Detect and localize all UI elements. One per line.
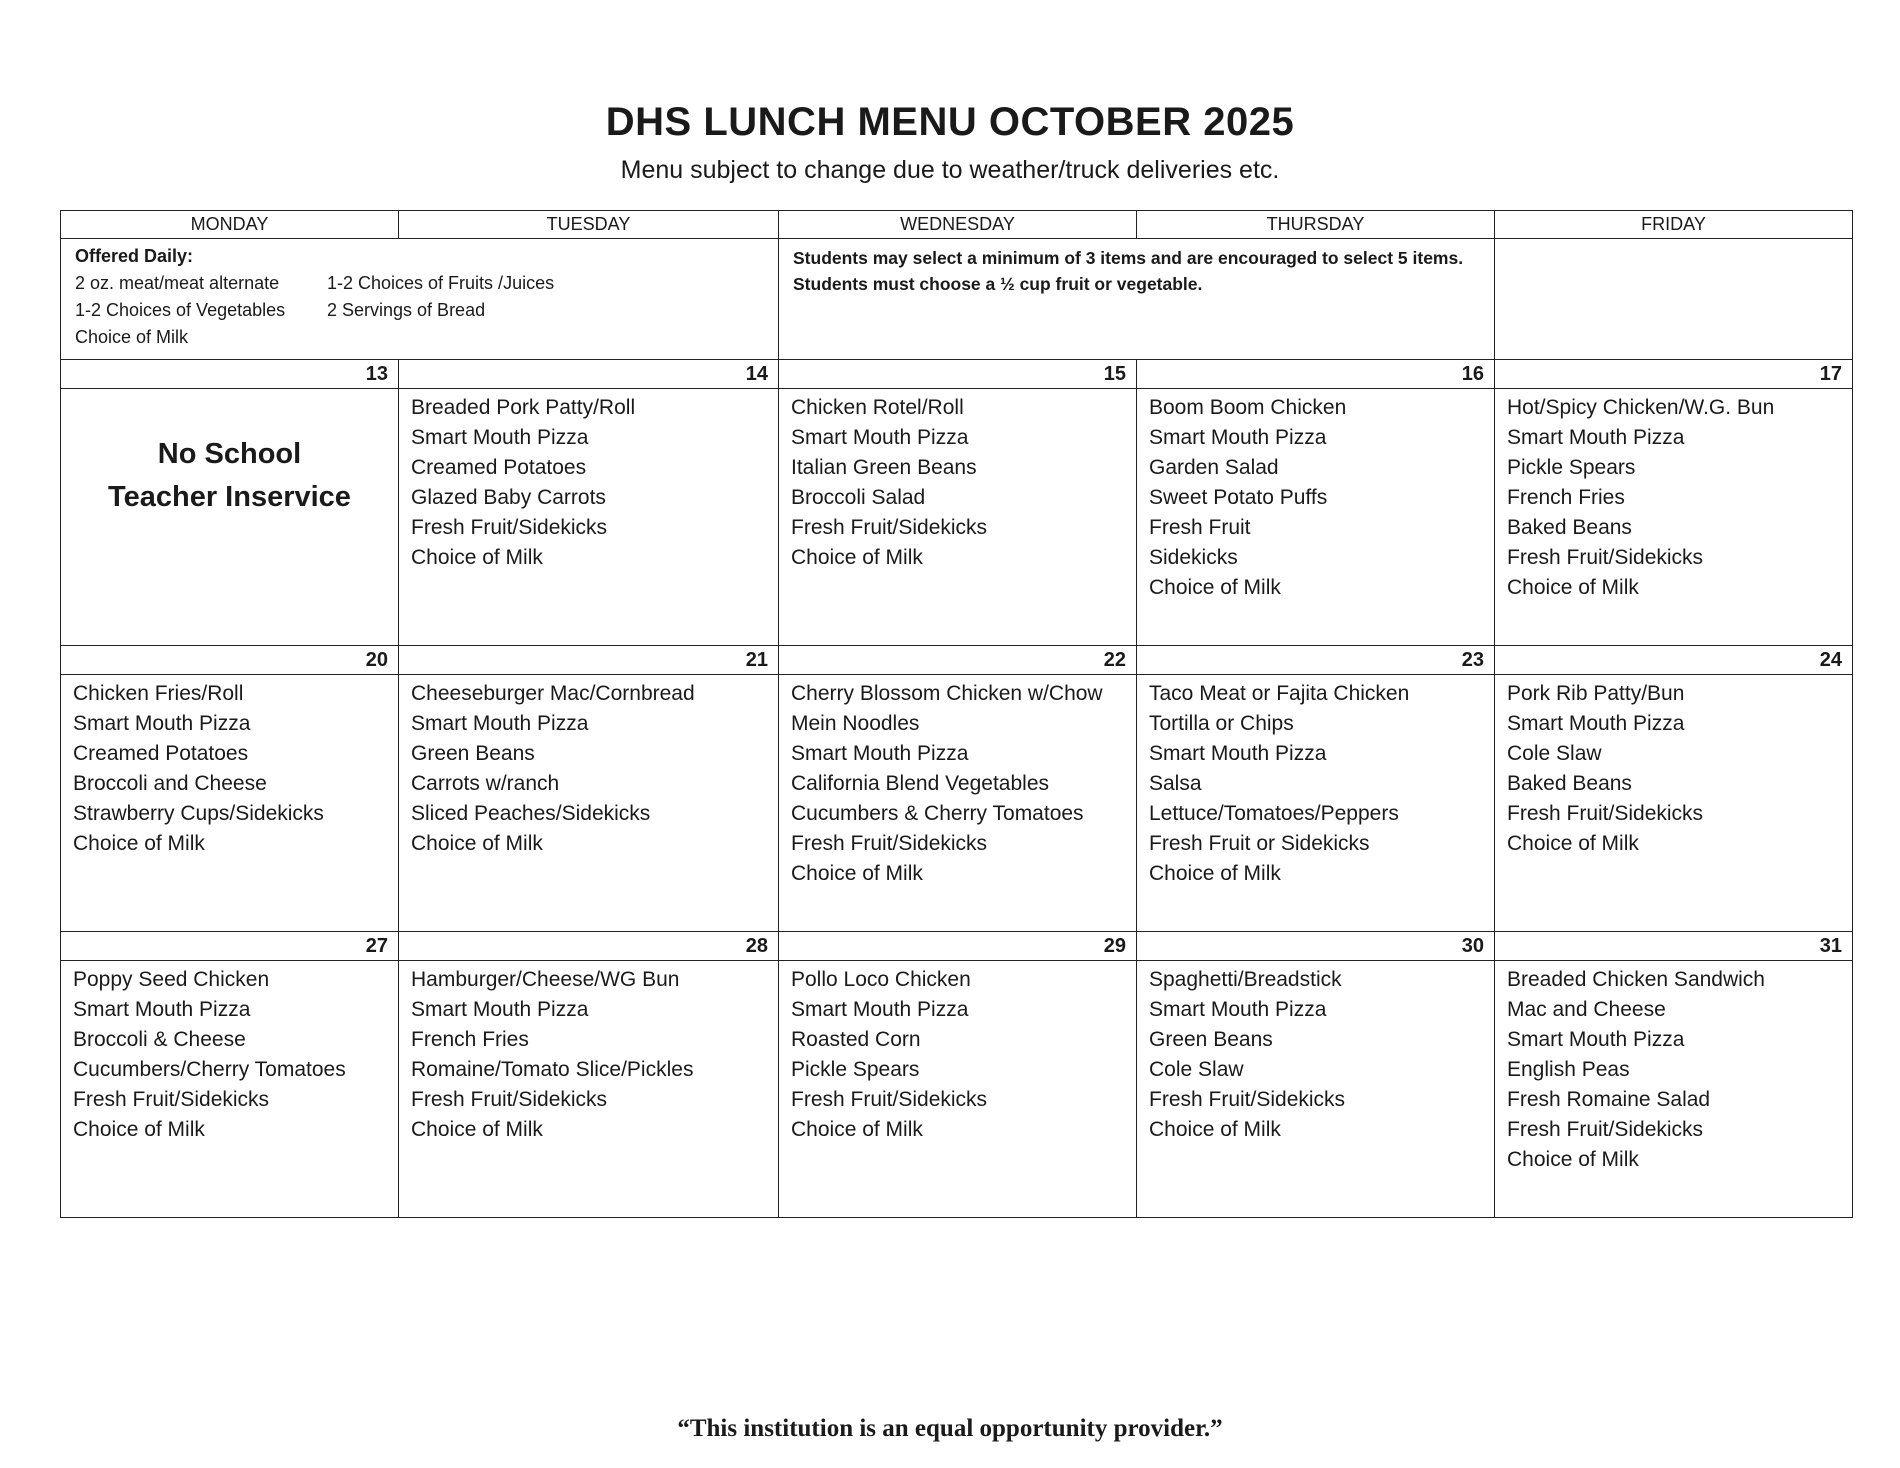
selection-note: Students may select a minimum of 3 items and are encouraged to select 5 items. Students must choose a ½ cup fruit or vegetable.: [793, 248, 1464, 294]
menu-item: Fresh Fruit or Sidekicks: [1149, 832, 1370, 855]
page-title: DHS LUNCH MENU OCTOBER 2025: [605, 100, 1295, 144]
menu-item: Green Beans: [1149, 1028, 1273, 1051]
menu-item: Taco Meat or Fajita Chicken: [1149, 682, 1410, 705]
menu-item: Choice of Milk: [1149, 576, 1281, 599]
menu-item: Choice of Milk: [73, 1118, 205, 1141]
date-number: 13: [61, 360, 399, 389]
menu-item: Cucumbers & Cherry Tomatoes: [791, 802, 1084, 825]
date-number: 29: [779, 932, 1137, 961]
menu-item: Sweet Potato Puffs: [1149, 486, 1328, 509]
menu-item: Fresh Fruit/Sidekicks: [1507, 546, 1704, 569]
menu-item: Choice of Milk: [411, 546, 543, 569]
day-menu-cell: [1495, 389, 1853, 646]
menu-item: Green Beans: [411, 742, 535, 765]
menu-item: Garden Salad: [1149, 456, 1279, 479]
date-number: 30: [1137, 932, 1495, 961]
menu-item: Smart Mouth Pizza: [791, 426, 969, 449]
date-number: 23: [1137, 646, 1495, 675]
offered-item: Choice of Milk: [75, 327, 189, 347]
menu-item: Strawberry Cups/Sidekicks: [73, 802, 324, 825]
menu-item: Smart Mouth Pizza: [1507, 426, 1685, 449]
menu-item: Fresh Fruit: [1149, 516, 1251, 539]
menu-item: Baked Beans: [1507, 516, 1632, 539]
day-menu-cell: [61, 961, 399, 1218]
menu-item: Smart Mouth Pizza: [411, 426, 589, 449]
menu-item: Fresh Fruit/Sidekicks: [791, 516, 988, 539]
date-number: 22: [779, 646, 1137, 675]
day-menu-cell: [1495, 675, 1853, 932]
menu-item: Boom Boom Chicken: [1149, 396, 1347, 419]
menu-item: Fresh Fruit/Sidekicks: [1149, 1088, 1346, 1111]
offered-item: 1-2 Choices of Vegetables: [75, 300, 286, 320]
menu-item: Chicken Rotel/Roll: [791, 396, 964, 419]
menu-item: Breaded Pork Patty/Roll: [411, 396, 636, 419]
menu-item: Roasted Corn: [791, 1028, 921, 1051]
day-menu-cell: [1137, 675, 1495, 932]
date-row: [61, 646, 1853, 675]
menu-item: Romaine/Tomato Slice/Pickles: [411, 1058, 694, 1081]
weekday-header-thursday: THURSDAY: [1137, 211, 1495, 239]
menu-item: Italian Green Beans: [791, 456, 977, 479]
date-number: 20: [61, 646, 399, 675]
day-menu-cell: [61, 675, 399, 932]
menu-item: Broccoli & Cheese: [73, 1028, 246, 1051]
weekday-header-monday: MONDAY: [61, 211, 399, 239]
menu-item: Smart Mouth Pizza: [1149, 426, 1327, 449]
menu-item: Poppy Seed Chicken: [73, 968, 270, 991]
menu-item: Pickle Spears: [1507, 456, 1636, 479]
menu-item: English Peas: [1507, 1058, 1630, 1081]
menu-item: Chicken Fries/Roll: [73, 682, 244, 705]
menu-item: Breaded Chicken Sandwich: [1507, 968, 1765, 991]
date-number: 17: [1495, 360, 1853, 389]
menu-item: Choice of Milk: [1507, 576, 1639, 599]
weekday-header-row: [61, 211, 1853, 239]
menu-item: Creamed Potatoes: [411, 456, 587, 479]
day-menu-cell: [779, 389, 1137, 646]
menu-item: Fresh Fruit/Sidekicks: [1507, 1118, 1704, 1141]
menu-item: Mein Noodles: [791, 712, 920, 735]
date-row: [61, 360, 1853, 389]
menu-row: [61, 389, 1853, 646]
date-number: 27: [61, 932, 399, 961]
menu-item: Lettuce/Tomatoes/Peppers: [1149, 802, 1399, 825]
menu-item: Cheeseburger Mac/Cornbread: [411, 682, 695, 705]
menu-item: Cole Slaw: [1507, 742, 1602, 765]
day-menu-cell: [1137, 961, 1495, 1218]
menu-item: Smart Mouth Pizza: [1149, 998, 1327, 1021]
date-number: 16: [1137, 360, 1495, 389]
menu-item: Choice of Milk: [1149, 862, 1281, 885]
menu-item: Smart Mouth Pizza: [791, 998, 969, 1021]
offered-item: 1-2 Choices of Fruits /Juices: [327, 273, 555, 293]
date-number: 21: [399, 646, 779, 675]
day-menu-cell: [399, 961, 779, 1218]
no-school-notice: [73, 393, 386, 519]
menu-item: Fresh Fruit/Sidekicks: [73, 1088, 270, 1111]
menu-item: Broccoli and Cheese: [73, 772, 267, 795]
menu-row: [61, 675, 1853, 932]
menu-item: Glazed Baby Carrots: [411, 486, 606, 509]
menu-item: Pork Rib Patty/Bun: [1507, 682, 1685, 705]
menu-item: Pickle Spears: [791, 1058, 920, 1081]
menu-item: Creamed Potatoes: [73, 742, 249, 765]
day-menu-cell: [779, 961, 1137, 1218]
menu-item: Fresh Fruit/Sidekicks: [1507, 802, 1704, 825]
date-number: 31: [1495, 932, 1853, 961]
menu-item: Smart Mouth Pizza: [791, 742, 969, 765]
offered-item: 2 Servings of Bread: [327, 300, 486, 320]
menu-item: Smart Mouth Pizza: [73, 998, 251, 1021]
menu-item: Choice of Milk: [1149, 1118, 1281, 1141]
menu-item: Fresh Fruit/Sidekicks: [791, 832, 988, 855]
menu-item: Cole Slaw: [1149, 1058, 1244, 1081]
menu-calendar-table: [60, 210, 1853, 1218]
empty-info-cell: [1495, 239, 1853, 360]
date-number: 15: [779, 360, 1137, 389]
menu-item: Fresh Romaine Salad: [1507, 1088, 1711, 1111]
date-number: 14: [399, 360, 779, 389]
no-school-line: Teacher Inservice: [108, 481, 351, 513]
menu-item: Spaghetti/Breadstick: [1149, 968, 1342, 991]
menu-item: Fresh Fruit/Sidekicks: [411, 516, 608, 539]
page-subtitle: Menu subject to change due to weather/truck deliveries etc.: [620, 156, 1280, 184]
weekday-header-wednesday: WEDNESDAY: [779, 211, 1137, 239]
menu-row: [61, 961, 1853, 1218]
menu-item: Cherry Blossom Chicken w/Chow: [791, 682, 1103, 705]
menu-item: Fresh Fruit/Sidekicks: [791, 1088, 988, 1111]
menu-item: Tortilla or Chips: [1149, 712, 1294, 735]
offered-daily-heading: Offered Daily:: [75, 246, 194, 266]
menu-item: Choice of Milk: [411, 832, 543, 855]
menu-item: Carrots w/ranch: [411, 772, 560, 795]
info-row: [61, 239, 1853, 360]
menu-item: Fresh Fruit/Sidekicks: [411, 1088, 608, 1111]
day-menu-cell: [1495, 961, 1853, 1218]
menu-item: Hamburger/Cheese/WG Bun: [411, 968, 680, 991]
menu-item: California Blend Vegetables: [791, 772, 1050, 795]
menu-item: Smart Mouth Pizza: [1149, 742, 1327, 765]
menu-item: Smart Mouth Pizza: [73, 712, 251, 735]
selection-note-box: [779, 239, 1495, 360]
menu-item: Smart Mouth Pizza: [411, 712, 589, 735]
menu-item: French Fries: [1507, 486, 1625, 509]
menu-item: Choice of Milk: [73, 832, 205, 855]
menu-item: Cucumbers/Cherry Tomatoes: [73, 1058, 346, 1081]
menu-item: Sliced Peaches/Sidekicks: [411, 802, 651, 825]
menu-item: Pollo Loco Chicken: [791, 968, 971, 991]
menu-item: Choice of Milk: [411, 1118, 543, 1141]
no-school-line: No School: [157, 438, 302, 470]
menu-item: Sidekicks: [1149, 546, 1238, 569]
weekday-header-friday: FRIDAY: [1495, 211, 1853, 239]
menu-item: Smart Mouth Pizza: [1507, 712, 1685, 735]
weekday-header-tuesday: TUESDAY: [399, 211, 779, 239]
menu-item: Mac and Cheese: [1507, 998, 1666, 1021]
day-menu-cell: [1137, 389, 1495, 646]
date-number: 28: [399, 932, 779, 961]
menu-item: Choice of Milk: [1507, 832, 1639, 855]
menu-item: Salsa: [1149, 772, 1202, 795]
menu-item: Hot/Spicy Chicken/W.G. Bun: [1507, 396, 1775, 419]
menu-item: Choice of Milk: [1507, 1148, 1639, 1171]
date-number: 24: [1495, 646, 1853, 675]
menu-item: Choice of Milk: [791, 546, 923, 569]
date-row: [61, 932, 1853, 961]
offered-daily-box: [61, 239, 779, 360]
menu-item: Smart Mouth Pizza: [411, 998, 589, 1021]
menu-item: Smart Mouth Pizza: [1507, 1028, 1685, 1051]
menu-item: Choice of Milk: [791, 862, 923, 885]
day-menu-cell: [399, 389, 779, 646]
menu-item: Broccoli Salad: [791, 486, 926, 509]
offered-item: 2 oz. meat/meat alternate: [75, 273, 280, 293]
day-menu-cell: [779, 675, 1137, 932]
day-menu-cell: [399, 675, 779, 932]
menu-item: Baked Beans: [1507, 772, 1632, 795]
day-menu-cell: [61, 389, 399, 646]
menu-item: Choice of Milk: [791, 1118, 923, 1141]
menu-item: French Fries: [411, 1028, 529, 1051]
footer-statement: “This institution is an equal opportunity provider.”: [677, 1415, 1223, 1442]
